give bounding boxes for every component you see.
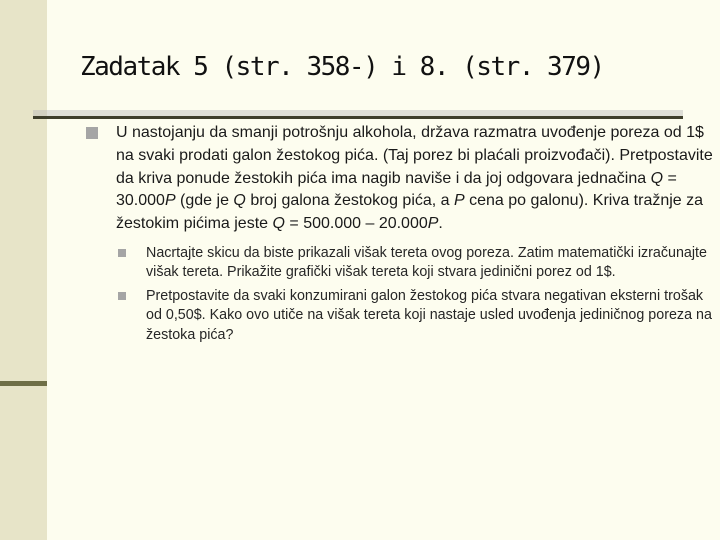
square-bullet-icon — [86, 127, 98, 139]
slide-sidebar — [0, 0, 47, 540]
square-bullet-icon — [118, 292, 126, 300]
main-bullet-text: U nastojanju da smanji potrošnju alkohola, država razmatra uvođenje poreza od 1$ na svaki prodati galon žestokog pića. (Taj porez bi plaćali proizvođači). Pretpostavite da kriva ponude žestokih pića ima nagib naviše i da joj odgovara jednačina Q = 30.000P (gde je Q broj galona žestokog pića, a P cena po galonu). Kriva tražnje za žestokim pićima jeste Q = 500.000 – 20.000P. — [116, 124, 713, 233]
sidebar-accent-bar — [0, 381, 47, 386]
sub-bullet — [86, 287, 716, 346]
square-bullet-icon — [118, 249, 126, 257]
slide-body — [86, 122, 716, 349]
sub-bullet-text: Nacrtajte skicu da biste prikazali višak tereta ovog poreza. Zatim matematički izračunajte višak tereta. Prikažite grafički višak tereta koji stvara jedinični porez od 1$. — [146, 244, 707, 281]
sub-bullet — [86, 244, 716, 283]
sub-bullet-list — [86, 244, 716, 346]
main-bullet — [86, 122, 716, 236]
title-rule — [33, 116, 683, 119]
sub-bullet-text: Pretpostavite da svaki konzumirani galon žestokog pića stvara negativan eksterni trošak od 0,50$. Kako ovo utiče na višak tereta koji nastaje usled uvođenja jediničnog poreza na žestoka pića? — [146, 287, 712, 343]
slide-title: Zadatak 5 (str. 358-) i 8. (str. 379) — [80, 52, 604, 82]
